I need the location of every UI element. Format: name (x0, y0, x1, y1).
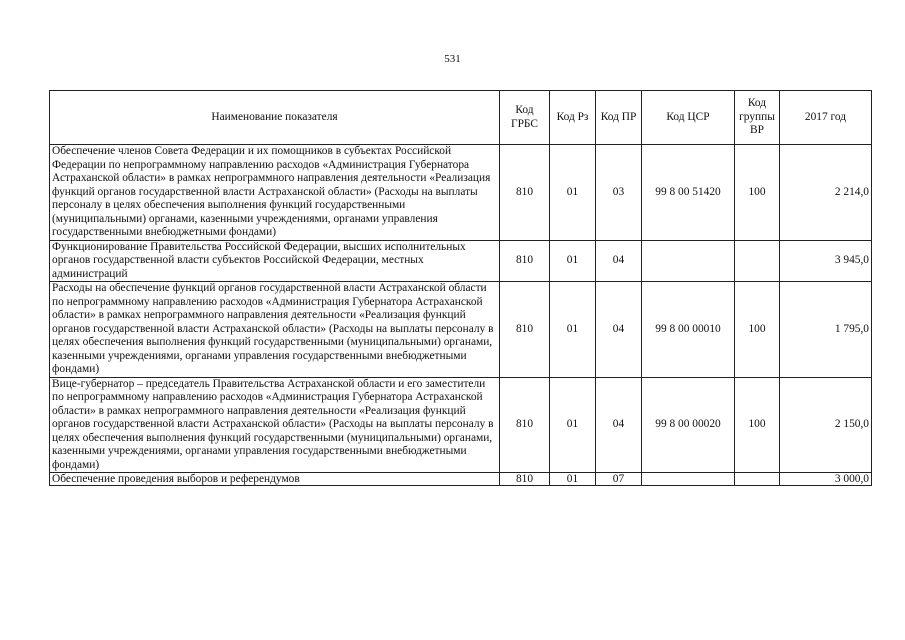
row-rz: 01 (550, 473, 596, 486)
row-amount: 2 150,0 (780, 377, 872, 473)
table-row (50, 377, 872, 473)
row-pr: 04 (596, 240, 642, 282)
row-vr: 100 (735, 282, 780, 378)
row-vr (735, 240, 780, 282)
row-grbs: 810 (500, 240, 550, 282)
row-name: Расходы на обеспечение функций органов государственной власти Астраханской области по непрограммному направлению расходов «Администрация Губернатора Астраханской области» в рамках непрограммного направления деятельности «Реализация функций органов государственной власти Астраханской области» (Расходы на выплаты персоналу в целях обеспечения выполнения функций государственными (муниципальными) органами, казенными учреждениями, органами управления государственными внебюджетными фондами) (50, 282, 500, 378)
page-number: 531 (444, 53, 461, 65)
row-amount: 3 000,0 (780, 473, 872, 486)
table-row (50, 282, 872, 378)
table-row (50, 145, 872, 241)
row-name: Вице-губернатор – председатель Правительства Астраханской области и его заместители по непрограммному направлению расходов «Администрация Губернатора Астраханской области» в рамках непрограммного направления деятельности «Реализация функций органов государственной власти Астраханской области» (Расходы на выплаты персоналу в целях обеспечения выполнения функций государственными (муниципальными) органами, казенными учреждениями, органами управления государственными внебюджетными фондами) (50, 377, 500, 473)
row-csr: 99 8 00 51420 (642, 145, 735, 241)
row-rz: 01 (550, 282, 596, 378)
budget-table (49, 90, 872, 486)
header-grbs: Код ГРБС (500, 91, 550, 145)
row-rz: 01 (550, 145, 596, 241)
row-name: Функционирование Правительства Российской Федерации, высших исполнительных органов государственной власти субъектов Российской Федерации, местных администраций (50, 240, 500, 282)
row-amount: 1 795,0 (780, 282, 872, 378)
row-csr (642, 240, 735, 282)
row-name: Обеспечение проведения выборов и референдумов (50, 473, 500, 486)
row-grbs: 810 (500, 377, 550, 473)
header-vr: Код группы ВР (735, 91, 780, 145)
row-pr: 07 (596, 473, 642, 486)
row-pr: 03 (596, 145, 642, 241)
row-vr: 100 (735, 377, 780, 473)
row-amount: 3 945,0 (780, 240, 872, 282)
row-rz: 01 (550, 377, 596, 473)
header-rz: Код Рз (550, 91, 596, 145)
row-pr: 04 (596, 377, 642, 473)
row-vr: 100 (735, 145, 780, 241)
row-rz: 01 (550, 240, 596, 282)
row-grbs: 810 (500, 282, 550, 378)
header-csr: Код ЦСР (642, 91, 735, 145)
row-csr (642, 473, 735, 486)
table-row (50, 240, 872, 282)
header-amount: 2017 год (780, 91, 872, 145)
row-grbs: 810 (500, 473, 550, 486)
row-csr: 99 8 00 00020 (642, 377, 735, 473)
row-vr (735, 473, 780, 486)
header-name: Наименование показателя (50, 91, 500, 145)
row-amount: 2 214,0 (780, 145, 872, 241)
table-row (50, 473, 872, 486)
row-name: Обеспечение членов Совета Федерации и их помощников в субъектах Российской Федерации по непрограммному направлению расходов «Администрация Губернатора Астраханской области» в рамках непрограммного направления деятельности «Реализация функций органов государственной власти Астраханской области» (Расходы на выплаты персоналу в целях обеспечения выполнения функций государственными (муниципальными) органами, казенными учреждениями, органами управления государственными внебюджетными фондами) (50, 145, 500, 241)
row-csr: 99 8 00 00010 (642, 282, 735, 378)
row-grbs: 810 (500, 145, 550, 241)
row-pr: 04 (596, 282, 642, 378)
header-pr: Код ПР (596, 91, 642, 145)
header-row (50, 91, 872, 145)
